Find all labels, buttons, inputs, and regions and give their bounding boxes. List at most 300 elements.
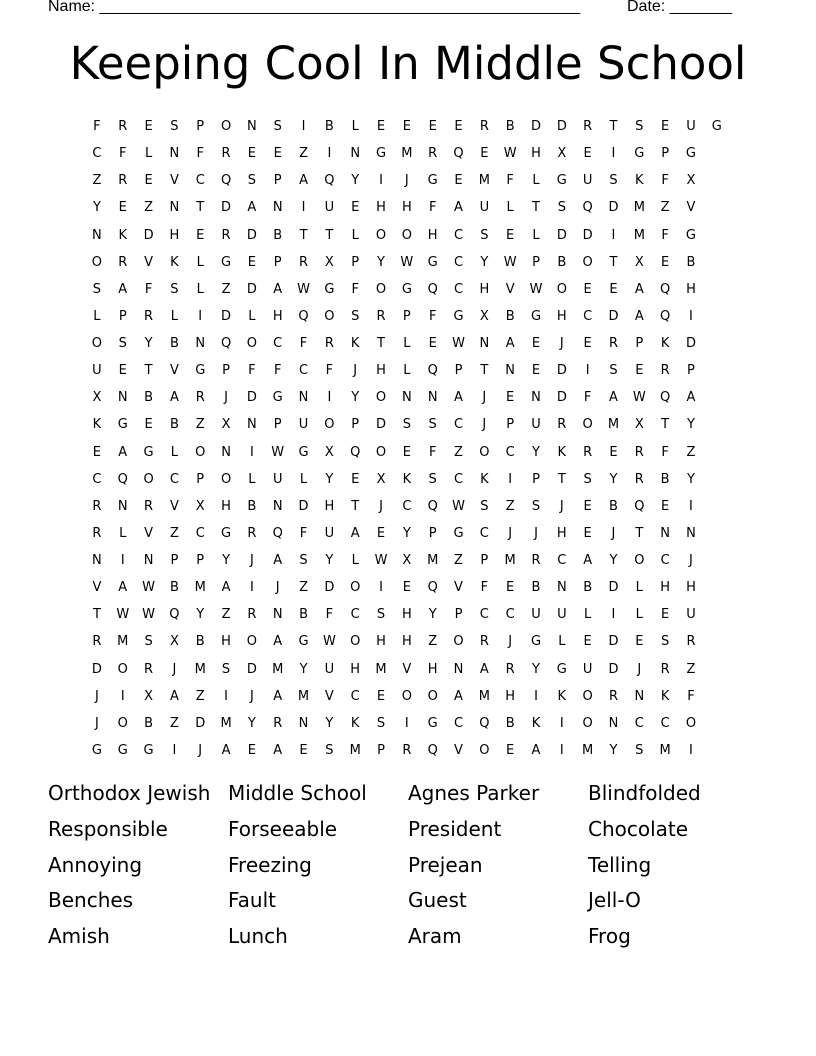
grid-letter: D	[582, 227, 593, 243]
word-bank-item: Benches	[48, 888, 134, 913]
grid-letter: N	[453, 661, 464, 677]
grid-letter: O	[117, 715, 128, 731]
grid-letter: H	[686, 580, 696, 596]
grid-letter: U	[686, 607, 696, 623]
grid-letter: T	[325, 227, 334, 243]
grid-letter: B	[247, 498, 257, 514]
grid-letter: Q	[220, 173, 232, 189]
grid-letter: Z	[454, 444, 463, 460]
grid-letter: D	[221, 200, 232, 216]
grid-letter: K	[660, 688, 670, 704]
grid-letter: R	[247, 607, 257, 623]
grid-letter: W	[632, 390, 646, 406]
grid-letter: D	[298, 498, 309, 514]
grid-letter: A	[169, 390, 179, 406]
grid-letter: G	[221, 525, 232, 541]
grid-letter: M	[349, 742, 361, 758]
grid-letter: W	[322, 634, 336, 650]
grid-letter: C	[505, 444, 515, 460]
grid-letter: F	[428, 444, 437, 460]
grid-letter: Y	[428, 607, 437, 623]
grid-letter: R	[221, 146, 231, 162]
grid-letter: F	[583, 390, 592, 406]
grid-letter: M	[504, 553, 516, 569]
word-bank-item: Chocolate	[588, 816, 689, 841]
grid-letter: I	[120, 688, 125, 704]
grid-letter: N	[556, 580, 567, 596]
grid-letter: S	[273, 119, 282, 135]
grid-letter: A	[118, 580, 128, 596]
grid-letter: L	[532, 173, 540, 189]
grid-letter: H	[350, 661, 361, 677]
grid-letter: C	[660, 715, 670, 731]
grid-letter: Z	[686, 444, 696, 460]
grid-letter: U	[272, 471, 283, 487]
grid-letter: Q	[427, 281, 438, 297]
grid-letter: A	[634, 308, 644, 324]
grid-letter: Z	[660, 200, 670, 216]
grid-letter: P	[196, 553, 205, 569]
grid-letter: X	[169, 634, 179, 650]
grid-letter: R	[402, 742, 412, 758]
grid-letter: F	[273, 363, 282, 379]
grid-letter: I	[198, 308, 203, 324]
grid-letter: R	[660, 661, 670, 677]
grid-letter: Y	[686, 471, 695, 487]
grid-letter: P	[687, 363, 695, 379]
word-bank-item: Jell-O	[588, 888, 641, 913]
grid-letter: E	[454, 173, 463, 189]
grid-row	[84, 276, 730, 303]
grid-letter: U	[324, 661, 335, 677]
grid-letter: O	[91, 336, 103, 352]
grid-letter: H	[169, 227, 180, 243]
grid-letter: J	[224, 390, 228, 406]
grid-letter: S	[170, 281, 179, 297]
grid-letter: S	[428, 417, 437, 433]
grid-row	[84, 113, 730, 140]
grid-letter: S	[92, 281, 102, 297]
grid-letter: Q	[582, 200, 593, 216]
grid-row	[84, 601, 730, 628]
grid-letter: O	[427, 688, 438, 704]
grid-letter: M	[194, 580, 206, 596]
grid-letter: T	[609, 254, 618, 270]
grid-row	[84, 167, 730, 194]
grid-letter: J	[508, 525, 513, 541]
grid-letter: G	[530, 634, 542, 650]
grid-letter: X	[479, 308, 489, 324]
grid-letter: Y	[299, 661, 308, 677]
grid-letter: Y	[609, 742, 618, 758]
grid-letter: Q	[169, 607, 180, 623]
grid-letter: F	[661, 227, 669, 243]
grid-letter: B	[660, 471, 670, 487]
grid-letter: J	[172, 661, 177, 677]
grid-letter: A	[118, 281, 128, 297]
grid-letter: E	[144, 173, 153, 189]
grid-letter: W	[374, 553, 388, 569]
grid-letter: Z	[428, 634, 438, 650]
grid-letter: F	[299, 336, 308, 352]
grid-letter: F	[196, 146, 204, 162]
grid-letter: N	[272, 607, 283, 623]
grid-letter: X	[144, 688, 154, 704]
grid-letter: V	[686, 200, 696, 216]
grid-letter: F	[351, 281, 359, 297]
grid-letter: G	[685, 227, 696, 243]
grid-letter: S	[247, 173, 257, 189]
grid-letter: D	[246, 227, 257, 243]
grid-letter: U	[324, 200, 335, 216]
grid-letter: D	[608, 634, 619, 650]
grid-letter: O	[556, 281, 567, 297]
grid-letter: F	[144, 281, 153, 297]
grid-letter: N	[401, 390, 412, 406]
grid-letter: Y	[247, 715, 256, 731]
grid-letter: C	[479, 525, 489, 541]
grid-letter: N	[298, 715, 309, 731]
grid-letter: H	[221, 498, 231, 514]
word-bank-item: Freezing	[228, 852, 312, 877]
grid-letter: A	[609, 390, 618, 406]
grid-letter: P	[532, 254, 540, 270]
grid-letter: X	[324, 444, 334, 460]
grid-letter: A	[479, 661, 489, 677]
grid-letter: M	[297, 688, 310, 704]
grid-letter: I	[585, 363, 590, 379]
grid-letter: Q	[427, 580, 438, 596]
grid-row	[84, 222, 730, 249]
grid-letter: I	[534, 688, 538, 704]
grid-letter: N	[531, 390, 541, 406]
grid-letter: O	[479, 444, 490, 460]
grid-letter: Y	[532, 661, 540, 677]
grid-row	[84, 140, 730, 167]
grid-letter: Z	[299, 146, 308, 162]
grid-letter: Q	[660, 281, 671, 297]
grid-letter: N	[608, 715, 619, 731]
grid-letter: F	[506, 173, 514, 189]
grid-letter: O	[582, 688, 593, 704]
grid-letter: O	[143, 471, 154, 487]
grid-letter: E	[144, 417, 153, 433]
grid-letter: T	[196, 200, 205, 216]
grid-letter: T	[144, 363, 153, 379]
grid-letter: J	[534, 525, 538, 541]
grid-letter: R	[324, 336, 334, 352]
grid-letter: G	[453, 525, 464, 541]
grid-letter: Y	[686, 417, 695, 433]
grid-letter: J	[249, 553, 254, 569]
grid-letter: E	[118, 363, 127, 379]
grid-letter: U	[479, 200, 490, 216]
grid-letter: T	[532, 200, 540, 216]
grid-letter: C	[299, 363, 309, 379]
grid-letter: N	[195, 336, 206, 352]
grid-letter: G	[324, 281, 335, 297]
grid-letter: N	[117, 498, 128, 514]
grid-letter: T	[557, 471, 566, 487]
grid-letter: A	[273, 634, 283, 650]
grid-letter: T	[480, 363, 489, 379]
grid-letter: A	[583, 553, 593, 569]
grid-letter: Z	[299, 580, 308, 596]
grid-letter: I	[559, 715, 564, 731]
grid-row	[84, 466, 730, 493]
grid-letter: U	[686, 119, 696, 135]
grid-letter: G	[530, 308, 542, 324]
grid-letter: P	[273, 417, 282, 433]
grid-letter: H	[272, 308, 283, 324]
grid-letter: B	[195, 634, 205, 650]
grid-letter: Y	[222, 553, 231, 569]
grid-letter: C	[505, 607, 515, 623]
grid-letter: W	[297, 281, 310, 297]
grid-letter: Q	[117, 471, 128, 487]
grid-letter: I	[120, 553, 125, 569]
grid-letter: B	[505, 308, 515, 324]
grid-letter: D	[608, 200, 619, 216]
grid-letter: Y	[351, 173, 360, 189]
grid-letter: C	[350, 688, 360, 704]
grid-letter: I	[224, 688, 228, 704]
grid-letter: Z	[169, 715, 179, 731]
grid-letter: D	[608, 308, 619, 324]
word-bank-item: Agnes Parker	[408, 781, 540, 805]
grid-letter: A	[273, 553, 283, 569]
grid-letter: L	[532, 227, 540, 243]
grid-letter: M	[401, 146, 413, 162]
grid-letter: V	[169, 363, 179, 379]
grid-letter: R	[531, 553, 541, 569]
grid-letter: Q	[427, 363, 438, 379]
grid-letter: R	[144, 661, 154, 677]
grid-letter: W	[142, 580, 155, 596]
grid-letter: Q	[660, 390, 671, 406]
grid-letter: Y	[609, 471, 618, 487]
grid-letter: H	[505, 688, 516, 704]
grid-letter: K	[557, 688, 567, 704]
grid-letter: M	[659, 742, 671, 758]
grid-letter: H	[221, 634, 231, 650]
grid-letter: J	[559, 498, 564, 514]
grid-letter: H	[401, 200, 412, 216]
grid-letter: X	[221, 417, 231, 433]
grid-letter: J	[404, 173, 409, 189]
grid-letter: C	[634, 715, 644, 731]
grid-letter: B	[505, 715, 515, 731]
grid-letter: D	[685, 336, 696, 352]
grid-letter: S	[402, 417, 411, 433]
grid-letter: Q	[634, 498, 645, 514]
grid-letter: A	[247, 200, 257, 216]
grid-letter: D	[608, 580, 619, 596]
grid-letter: C	[453, 417, 464, 433]
grid-letter: A	[118, 444, 128, 460]
grid-letter: O	[350, 580, 361, 596]
grid-letter: E	[454, 119, 463, 135]
grid-letter: A	[221, 742, 231, 758]
grid-letter: E	[247, 146, 256, 162]
grid-letter: O	[479, 742, 490, 758]
grid-letter: F	[661, 173, 669, 189]
grid-letter: F	[428, 308, 437, 324]
grid-letter: T	[377, 336, 385, 352]
grid-letter: M	[220, 715, 232, 731]
grid-letter: A	[505, 336, 515, 352]
grid-letter: I	[559, 742, 564, 758]
word-bank-item: Orthodox Jewish	[48, 781, 211, 805]
word-bank-item: Blindfolded	[588, 781, 701, 805]
grid-letter: O	[91, 254, 103, 270]
grid-letter: C	[479, 607, 489, 623]
grid-letter: N	[298, 390, 309, 406]
grid-letter: L	[144, 146, 153, 162]
grid-letter: R	[92, 498, 102, 514]
grid-letter: H	[531, 146, 541, 162]
grid-letter: B	[169, 580, 179, 596]
grid-letter: G	[453, 308, 464, 324]
grid-letter: Z	[221, 607, 231, 623]
grid-letter: N	[92, 227, 102, 243]
grid-letter: M	[272, 661, 284, 677]
grid-letter: R	[479, 634, 489, 650]
grid-letter: R	[299, 254, 309, 270]
grid-letter: I	[327, 390, 332, 406]
grid-letter: Y	[532, 444, 540, 460]
grid-letter: H	[427, 227, 438, 243]
word-bank-item: Middle School	[228, 781, 367, 805]
grid-letter: S	[299, 553, 308, 569]
grid-letter: R	[376, 308, 386, 324]
grid-letter: E	[402, 444, 411, 460]
grid-letter: F	[428, 200, 437, 216]
word-bank-item: Forseeable	[228, 816, 338, 841]
grid-letter: R	[118, 173, 128, 189]
grid-letter: Y	[325, 471, 334, 487]
grid-letter: E	[531, 336, 541, 352]
grid-letter: E	[196, 227, 205, 243]
grid-letter: O	[375, 281, 387, 297]
grid-letter: J	[482, 390, 487, 406]
grid-letter: H	[556, 308, 567, 324]
grid-letter: G	[143, 444, 154, 460]
grid-letter: Z	[169, 525, 179, 541]
grid-letter: R	[92, 634, 102, 650]
grid-letter: J	[559, 336, 564, 352]
grid-letter: A	[273, 742, 283, 758]
grid-letter: Q	[324, 173, 335, 189]
grid-letter: I	[379, 580, 383, 596]
grid-letter: B	[324, 119, 334, 135]
grid-letter: D	[246, 661, 257, 677]
grid-letter: H	[376, 363, 386, 379]
grid-letter: Z	[505, 498, 515, 514]
grid-letter: E	[144, 119, 153, 135]
grid-letter: J	[689, 553, 693, 569]
grid-letter: R	[118, 254, 128, 270]
grid-letter: O	[220, 471, 232, 487]
grid-letter: G	[375, 146, 387, 162]
grid-letter: K	[635, 173, 644, 189]
grid-letter: Q	[220, 336, 232, 352]
grid-row	[84, 547, 730, 574]
grid-letter: O	[220, 119, 232, 135]
grid-letter: X	[557, 146, 567, 162]
grid-letter: N	[117, 390, 128, 406]
grid-letter: A	[273, 688, 283, 704]
grid-letter: X	[686, 173, 696, 189]
grid-letter: B	[169, 417, 179, 433]
grid-letter: N	[686, 525, 696, 541]
grid-letter: C	[350, 607, 360, 623]
grid-letter: G	[195, 363, 206, 379]
grid-letter: N	[272, 200, 283, 216]
grid-letter: O	[685, 715, 697, 731]
grid-letter: N	[505, 363, 516, 379]
grid-letter: L	[196, 281, 204, 297]
grid-letter: C	[169, 471, 179, 487]
grid-letter: U	[582, 661, 593, 677]
grid-letter: R	[608, 688, 618, 704]
grid-letter: E	[376, 525, 386, 541]
grid-letter: G	[685, 146, 696, 162]
grid-letter: I	[327, 146, 332, 162]
grid-letter: F	[325, 363, 334, 379]
grid-row	[84, 737, 730, 764]
grid-letter: G	[711, 119, 722, 135]
grid-letter: E	[351, 471, 360, 487]
grid-letter: Y	[325, 553, 334, 569]
grid-letter: O	[375, 444, 387, 460]
grid-letter: L	[635, 607, 643, 623]
grid-letter: J	[94, 688, 99, 704]
grid-letter: V	[169, 498, 179, 514]
grid-letter: Q	[272, 525, 283, 541]
grid-letter: X	[402, 553, 412, 569]
grid-letter: G	[634, 146, 645, 162]
grid-letter: K	[92, 417, 102, 433]
grid-letter: E	[351, 200, 360, 216]
grid-letter: E	[506, 390, 515, 406]
grid-letter: X	[92, 390, 102, 406]
grid-letter: U	[582, 173, 593, 189]
grid-letter: L	[584, 607, 592, 623]
grid-letter: W	[142, 607, 155, 623]
grid-letter: A	[454, 390, 463, 406]
grid-letter: P	[273, 173, 282, 189]
grid-letter: Q	[660, 308, 671, 324]
grid-letter: R	[144, 308, 154, 324]
grid-letter: S	[480, 498, 489, 514]
word-bank	[48, 778, 768, 957]
grid-letter: O	[195, 444, 206, 460]
grid-row	[84, 249, 730, 276]
grid-letter: E	[506, 742, 515, 758]
grid-letter: A	[454, 200, 463, 216]
grid-letter: D	[608, 661, 619, 677]
grid-letter: K	[531, 715, 541, 731]
grid-letter: C	[453, 227, 464, 243]
word-bank-item: Annoying	[48, 852, 143, 877]
grid-letter: R	[144, 498, 154, 514]
grid-letter: H	[376, 200, 386, 216]
grid-letter: Q	[350, 444, 361, 460]
grid-letter: E	[299, 742, 308, 758]
grid-letter: O	[401, 688, 412, 704]
grid-letter: F	[480, 580, 489, 596]
